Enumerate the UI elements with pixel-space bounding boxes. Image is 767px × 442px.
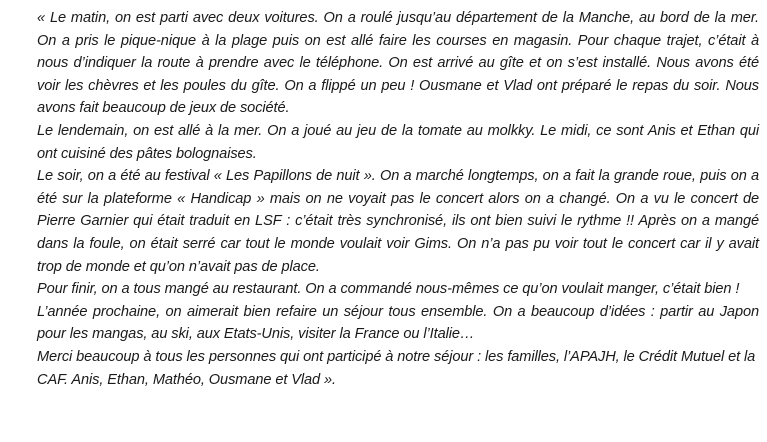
paragraph-next-day: Le lendemain, on est allé à la mer. On a joué au jeu de la tomate au molkky. Le midi, ce sont Anis et Ethan qui ont cuisiné des pâtes bolognaises. <box>37 122 759 162</box>
paragraph-thanks: Merci beaucoup à tous les personnes qui ont participé à notre séjour : les familles, l’APAJH, le Crédit Mutuel et la CAF. Anis, Ethan, Mathéo, Ousmane et Vlad ». <box>37 348 756 388</box>
paragraph-day-one: « Le matin, on est parti avec deux voitures. On a roulé jusqu’au département de la Manche, au bord de la mer. On a pris le pique-nique à la plage puis on est allé faire les courses en magasin. Pour chaque trajet, c’était à nous d’indiquer la route à prendre avec le téléphone. On est arrivé au gîte et on s’est installé. Nous avons été voir les chèvres et les poules du gîte. On a flippé un peu ! Ousmane et Vlad ont préparé le repas du soir. Nous avons fait beaucoup de jeux de société. <box>37 10 759 117</box>
paragraph-restaurant: Pour finir, on a tous mangé au restaurant. On a commandé nous-mêmes ce qu’on voulait manger, c’était bien ! <box>37 281 740 298</box>
paragraph-festival: Le soir, on a été au festival « Les Papillons de nuit ». On a marché longtemps, on a fait la grande roue, puis on a été sur la plateforme « Handicap » mais on ne voyait pas le concert alors on a changé. On a vu le concert de Pierre Garnier qui était traduit en LSF : c’était très synchronisé, ils ont bien suivi le rythme !! Après on a mangé dans la foule, on était serré car tout le monde voulait voir Gims. On n’a pas pu voir tout le concert car il y avait trop de monde et qu’on n’avait pas de place. <box>37 168 759 275</box>
paragraph-next-year: L’année prochaine, on aimerait bien refaire un séjour tous ensemble. On a beaucoup d’idées : partir au Japon pour les mangas, au ski, aux Etats-Unis, visiter la France ou l’Italie… <box>37 303 759 343</box>
